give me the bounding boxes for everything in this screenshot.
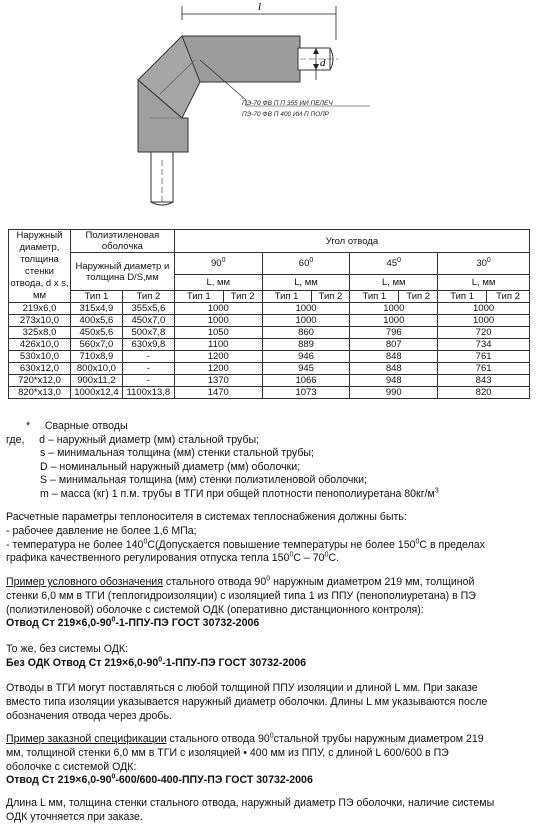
cell-a45: 948 bbox=[350, 375, 438, 387]
table-row bbox=[9, 315, 530, 327]
cell-a90: 1000 bbox=[174, 315, 262, 327]
cell-d: 325х8,0 bbox=[9, 327, 71, 339]
dim-d-label: d bbox=[320, 57, 326, 69]
cell-t2: - bbox=[122, 375, 174, 387]
cell-d: 219х6,0 bbox=[9, 303, 71, 315]
cell-t2: 500х7,8 bbox=[122, 327, 174, 339]
cell-a90: 1050 bbox=[174, 327, 262, 339]
note-star: * bbox=[26, 420, 31, 432]
cell-d: 630х12,0 bbox=[9, 363, 71, 375]
note-S: S – минимальная толщина (мм) стенки полиэтиленовой оболочки; bbox=[40, 474, 367, 487]
cell-a90: 1370 bbox=[174, 375, 262, 387]
header-pe-sub: Наружный диаметр и толщина D/S,мм bbox=[70, 253, 174, 291]
header-type2: Тип 2 bbox=[223, 291, 262, 303]
no-odk-code: Без ОДК Отвод Ст $219\times 6,0-90^0-1-ППУ-ПЭ$ ГОСТ 30732-2006 bbox=[6, 656, 307, 669]
table-row bbox=[9, 339, 530, 351]
order-spec-heading: Пример заказной спецификации bbox=[6, 733, 167, 745]
table-row bbox=[9, 375, 530, 387]
note-welded: Сварные отводы bbox=[44, 420, 128, 432]
table-row bbox=[9, 387, 530, 399]
callout-line1: ПЭ-70 ФВ П П 355 ИИ ПЕЛЕЧ bbox=[242, 100, 333, 107]
header-length: L, мм bbox=[262, 275, 350, 291]
dimension-l bbox=[182, 1, 336, 40]
paragraph-no-odk: То же, без системы ОДК: Без ОДК Отвод Ст $219\times 6,0-90^0-1-ППУ-ПЭ$ ГОСТ 30732-2006 bbox=[6, 643, 534, 671]
cell-t1: 450х5,6 bbox=[70, 327, 122, 339]
paragraph-designation-example: Пример условного обозначения стального отвода $90^0$ наружным диаметром 219 мм, толщиной стенки 6,0 мм в ТГИ (теплогидроизоляции) с изоляцией типа 1 из ППУ (пенополиуретана) в ПЭ (полиэтиленовой) оболочке с системой ОДК (оперативно дистанционного контроля): Отвод Ст $219\times 6,0-90^0-1-ППУ-ПЭ$ ГОСТ 30732-2006 bbox=[6, 576, 534, 631]
cell-a45: 990 bbox=[350, 387, 438, 399]
cell-a60: 945 bbox=[262, 363, 350, 375]
cell-d: 720*х12,0 bbox=[9, 375, 71, 387]
cell-t2: 630х9,8 bbox=[122, 339, 174, 351]
header-angle-45: $45^0$ bbox=[350, 253, 438, 275]
header-type1: Тип 1 bbox=[438, 291, 487, 303]
cell-a45: 848 bbox=[350, 363, 438, 375]
cell-a60: 889 bbox=[262, 339, 350, 351]
cell-a30: 761 bbox=[438, 363, 530, 375]
cell-a30: 761 bbox=[438, 351, 530, 363]
cell-a45: 796 bbox=[350, 327, 438, 339]
cell-a60: 946 bbox=[262, 351, 350, 363]
cell-t1: 1000х12,4 bbox=[70, 387, 122, 399]
cell-a60: 1000 bbox=[262, 303, 350, 315]
header-angle-30: $30^0$ bbox=[438, 253, 530, 275]
cell-a90: 1000 bbox=[174, 303, 262, 315]
designation-code: Отвод Ст $219\times 6,0-90^0-1-ППУ-ПЭ$ ГОСТ 30732-2006 bbox=[6, 616, 260, 630]
cell-d: 426х10,0 bbox=[9, 339, 71, 351]
cell-a30: 820 bbox=[438, 387, 530, 399]
cell-t2: - bbox=[122, 363, 174, 375]
header-angle-60: $60^0$ bbox=[262, 253, 350, 275]
header-diameter: Наружный диаметр, толщина стенки отвода, d x s, мм bbox=[10, 230, 69, 301]
table-row bbox=[9, 363, 530, 375]
cell-a90: 1470 bbox=[174, 387, 262, 399]
cell-a90: 1200 bbox=[174, 363, 262, 375]
note-where: где, bbox=[6, 433, 25, 446]
cell-d: 273х10,0 bbox=[9, 315, 71, 327]
cell-t2: 355х5,6 bbox=[122, 303, 174, 315]
cell-t1: 800х10,0 bbox=[70, 363, 122, 375]
cell-a30: 1000 bbox=[438, 303, 530, 315]
insulated-elbow bbox=[138, 36, 300, 152]
cell-t1: 315х4,9 bbox=[70, 303, 122, 315]
cell-a30: 720 bbox=[438, 327, 530, 339]
cell-a90: 1200 bbox=[174, 351, 262, 363]
cell-t1: 710х8,9 bbox=[70, 351, 122, 363]
cell-a30: 1000 bbox=[438, 315, 530, 327]
note-s: s – минимальная толщина (мм) стенки стальной трубы; bbox=[40, 447, 314, 460]
header-type1: Тип 1 bbox=[350, 291, 399, 303]
table-row bbox=[9, 351, 530, 363]
cell-a30: 734 bbox=[438, 339, 530, 351]
cell-a60: 1073 bbox=[262, 387, 350, 399]
cell-a60: 1000 bbox=[262, 315, 350, 327]
cell-a60: 1066 bbox=[262, 375, 350, 387]
cell-t1: 900х11,2 bbox=[70, 375, 122, 387]
cell-a45: 807 bbox=[350, 339, 438, 351]
cell-d: 820*х13,0 bbox=[9, 387, 71, 399]
cell-d: 530х10,0 bbox=[9, 351, 71, 363]
header-angle: Угол отвода bbox=[174, 230, 529, 253]
header-type2: Тип 2 bbox=[399, 291, 438, 303]
cell-a45: 848 bbox=[350, 351, 438, 363]
paragraph-length-note: Длина L мм, толщина стенки стального отвода, наружный диаметр ПЭ оболочки, наличие системы ОДК уточняется при заказе. bbox=[6, 797, 495, 823]
cell-a30: 843 bbox=[438, 375, 530, 387]
cell-a90: 1100 bbox=[174, 339, 262, 351]
header-angle-90: $90^0$ bbox=[174, 253, 262, 275]
cell-t1: 560х7,0 bbox=[70, 339, 122, 351]
cell-a60: 860 bbox=[262, 327, 350, 339]
header-type1: Тип 1 bbox=[174, 291, 223, 303]
header-length: L, мм bbox=[438, 275, 530, 291]
cell-t2: 450х7,0 bbox=[122, 315, 174, 327]
header-type2: Тип 2 bbox=[122, 291, 174, 303]
notes-block bbox=[6, 420, 536, 502]
table-row bbox=[9, 327, 530, 339]
header-type2: Тип 2 bbox=[311, 291, 350, 303]
dim-l-label: l bbox=[258, 1, 262, 13]
pipe-elbow-drawing bbox=[0, 0, 541, 225]
header-type1: Тип 1 bbox=[262, 291, 311, 303]
cell-a45: 1000 bbox=[350, 303, 438, 315]
header-type2: Тип 2 bbox=[487, 291, 530, 303]
cell-t2: 1100х13,8 bbox=[122, 387, 174, 399]
cell-t1: 400х5,6 bbox=[70, 315, 122, 327]
table-row bbox=[9, 303, 530, 315]
header-length: L, мм bbox=[350, 275, 438, 291]
header-length: L, мм bbox=[174, 275, 262, 291]
callout-line2: ПЭ-70 ФВ П 400 ИИ П ПОЛР bbox=[242, 111, 329, 118]
note-D: D – номинальный наружный диаметр (мм) оболочки; bbox=[40, 460, 301, 473]
cell-a45: 1000 bbox=[350, 315, 438, 327]
note-m: m – масса (кг) 1 п.м. трубы в ТГИ при общей плотности пенополиуретана $80кг/м^3$ bbox=[40, 487, 439, 500]
elbow-spec-table bbox=[8, 229, 530, 399]
paragraph-params: Расчетные параметры теплоносителя в системах теплоснабжения должны быть: - рабочее давление не более 1,6 МПа; - температура не более $140^0С(Допускается$ повышение температуры не более $150^0С$ в пределах графика качественного регулирования отпуска тепла $150^0С - 70^0С$. bbox=[6, 511, 485, 565]
designation-example-heading: Пример условного обозначения bbox=[6, 576, 163, 588]
note-d: d – наружный диаметр (мм) стальной трубы; bbox=[39, 433, 260, 446]
paragraph-order-spec: Пример заказной спецификации стального отвода $90^0стальной$ трубы наружным диаметром 219 мм, толщиной стенки 6,0 мм в ТГИ с изоляцией • 400 мм из ППУ, с длиной L 600/600 в ПЭ оболочке с системой ОДК: Отвод Ст $219\times 6,0-90^0-600/600-400-ППУ-ПЭ$ ГОСТ 30732-2006 bbox=[6, 733, 534, 788]
header-pe-shell: Полиэтиленовая оболочка bbox=[70, 230, 174, 253]
header-type1: Тип 1 bbox=[70, 291, 122, 303]
order-spec-code: Отвод Ст $219\times 6,0-90^0-600/600-400-ППУ-ПЭ$ ГОСТ 30732-2006 bbox=[6, 773, 313, 787]
paragraph-supply-note: Отводы в ТГИ могут поставляться с любой толщиной ППУ изоляции и длиной L мм. При заказе вместо типа изоляции указывается наружный диаметр оболочки. Длины L мм указываются после обозначения отвода через дробь. bbox=[6, 682, 488, 722]
cell-t2: - bbox=[122, 351, 174, 363]
